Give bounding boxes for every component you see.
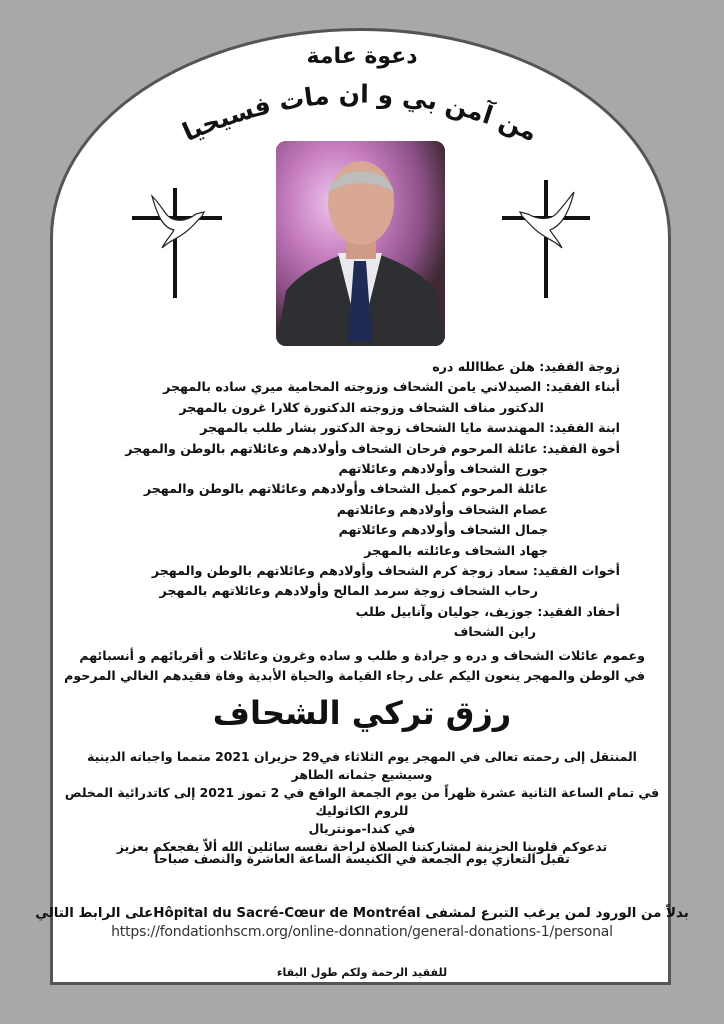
family-row-daughter: ابنة الفقيد: المهندسة مايا الشحاف زوجة الدكتور بشار طلب بالمهجر	[200, 420, 620, 436]
svg-text:من آمن بي و ان مات فسيحيا	[178, 79, 542, 147]
details-line-1: المنتقل إلى رحمته تعالى في المهجر يوم الثلاثاء في29 حزيران 2021 متمما واجباته الدينية وسيشيع جثمانه الطاهر	[87, 749, 637, 782]
family-row-brothers: أخوة الفقيد: عائلة المرحوم فرحان الشحاف وأولادهم وعائلاتهم بالوطن والمهجر	[125, 440, 620, 456]
condolence-info: تقبل التعازي يوم الجمعة في الكنيسة الساعة العاشرة والنصف صباحاً	[154, 851, 570, 866]
details-line-3: في كندا-مونتريال	[308, 821, 416, 836]
family-row-brothers-6: جهاد الشحاف وعائلته بالمهجر	[364, 542, 548, 558]
deceased-name: رزق تركي الشحاف	[212, 694, 512, 732]
closing-line-1: وعموم عائلات الشحاف و دره و جرادة و طلب و ساده وغرون وعائلات و أقربائهم و أنسبائهم	[79, 648, 645, 663]
family-row-grandchildren: أحفاد الفقيد: جوزيف، جوليان وآنابيل طلب	[355, 603, 620, 619]
family-row-brothers-5: جمال الشحاف وأولادهم وعائلاتهم	[338, 522, 548, 538]
details-line-2: في تمام الساعة الثانية عشرة ظهراً من يوم الجمعة الواقع في 2 تموز 2021 إلى كاتدرائية المخلص للروم الكاثوليك	[64, 785, 660, 818]
family-row-brothers-2: جورج الشحاف وأولادهم وعائلاتهم	[338, 461, 548, 477]
family-row-sons: أبناء الفقيد: الصيدلاني يامن الشحاف وزوجته المحامية ميري ساده بالمهجر	[163, 379, 620, 395]
closing-announcement	[64, 646, 645, 687]
details-line-4: تدعوكم قلوبنا الحزينة لمشاركتنا الصلاة لراحة نفسه سائلين الله ألاّ يفجعكم بعزيز	[116, 839, 608, 854]
family-row-sisters: أخوات الفقيد: سعاد زوجة كرم الشحاف وأولادهم وعائلاتهم بالوطن والمهجر	[151, 563, 620, 579]
deceased-portrait	[276, 141, 445, 346]
bible-verse: من آمن بي و ان مات فسيحيا	[178, 79, 542, 148]
donation-link[interactable]: https://fondationhscm.org/online-donnation/general-donations-1/personal	[111, 924, 613, 940]
family-list	[60, 357, 620, 643]
hospital-name: Hôpital du Sacré-Cœur de Montréal	[153, 906, 421, 921]
donation-prefix: بدلاً من الورود لمن يرغب التبرع لمشفى	[425, 906, 689, 921]
family-row-grandchildren-2: راين الشحاف	[453, 624, 536, 640]
family-row-sons-2: الدكتور مناف الشحاف وزوجته الدكتورة كلارا غرون بالمهجر	[179, 399, 544, 415]
family-row-brothers-3: عائلة المرحوم كميل الشحاف وأولادهم وعائلاتهم بالوطن والمهجر	[143, 481, 548, 497]
family-row-brothers-4: عصام الشحاف وأولادهم وعائلاتهم	[336, 501, 548, 517]
family-row-sisters-2: رحاب الشحاف زوجة سرمد المالح وأولادهم وعائلاتهم بالمهجر	[159, 583, 538, 599]
closing-line-2: في الوطن والمهجر ينعون اليكم على رجاء القيامة والحياة الأبدية وفاة فقيدهم الغالي المرحوم	[64, 668, 645, 684]
invitation-title: دعوة عامة	[306, 44, 418, 69]
funeral-details	[60, 748, 664, 856]
donation-suffix: على الرابط التالي	[35, 906, 154, 921]
family-row-wife: زوجة الفقيد: هلن عطاالله دره	[432, 359, 620, 374]
cross-dove-icon	[498, 178, 593, 303]
farewell-text: للفقيد الرحمة ولكم طول البقاء	[276, 966, 448, 979]
cross-dove-icon	[130, 178, 225, 303]
donation-info	[0, 906, 724, 921]
